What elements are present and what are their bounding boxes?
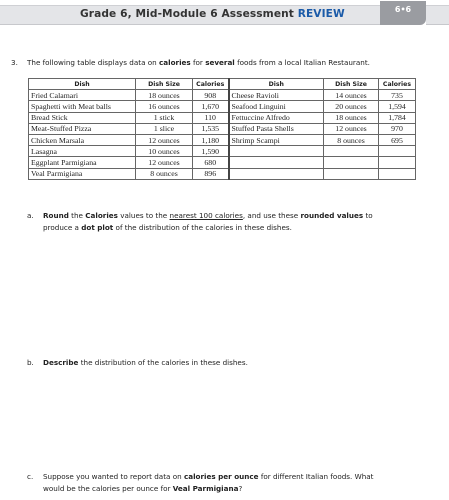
table-cell: Stuffed Pasta Shells bbox=[229, 123, 324, 134]
text: would be the calories per ounce for bbox=[43, 484, 171, 493]
table-cell: Bread Stick bbox=[29, 112, 136, 123]
part-c-letter: c. bbox=[27, 472, 34, 481]
text: ? bbox=[238, 484, 243, 493]
table-cell bbox=[379, 157, 416, 168]
table-cell: 1,180 bbox=[193, 134, 229, 145]
header-review-label: REVIEW bbox=[297, 8, 345, 20]
table-cell: 1,784 bbox=[379, 112, 416, 123]
table-cell: 20 ounces bbox=[324, 101, 379, 112]
part-b bbox=[27, 357, 437, 371]
table-cell: 12 ounces bbox=[136, 157, 193, 168]
emphasis: Round bbox=[43, 211, 69, 220]
text: values to the bbox=[120, 211, 168, 220]
table-cell: 908 bbox=[193, 90, 229, 101]
table-cell: 970 bbox=[379, 123, 416, 134]
part-b-text bbox=[43, 357, 248, 369]
page-header bbox=[0, 0, 449, 27]
table-cell: 8 ounces bbox=[136, 168, 193, 179]
table-row bbox=[29, 134, 416, 145]
grade-badge: 6•6 bbox=[380, 1, 426, 25]
column-header-dish-size: Dish Size bbox=[136, 79, 193, 90]
table-cell: Shrimp Scampi bbox=[229, 134, 324, 145]
column-header-calories: Calories bbox=[193, 79, 229, 90]
table-cell: 10 ounces bbox=[136, 146, 193, 157]
table-cell: 18 ounces bbox=[136, 90, 193, 101]
emphasis: Veal Parmigiana bbox=[172, 484, 239, 493]
table-cell: 12 ounces bbox=[324, 123, 379, 134]
table-cell: 18 ounces bbox=[324, 112, 379, 123]
prompt-text: foods from a local Italian Restaurant. bbox=[237, 58, 370, 67]
table-cell: 1 slice bbox=[136, 123, 193, 134]
column-header-calories: Calories bbox=[379, 79, 416, 90]
table-row bbox=[29, 123, 416, 134]
emphasis: Describe bbox=[43, 358, 79, 367]
table-cell: 12 ounces bbox=[136, 134, 193, 145]
table-cell: Fettuccine Alfredo bbox=[229, 112, 324, 123]
prompt-text: for bbox=[193, 58, 203, 67]
text: , and use these bbox=[242, 211, 299, 220]
part-a-text bbox=[43, 210, 373, 234]
table-cell: 110 bbox=[193, 112, 229, 123]
table-cell: 14 ounces bbox=[324, 90, 379, 101]
text: of the distribution of the calories in these dishes. bbox=[115, 223, 292, 232]
text: Suppose you wanted to report data on bbox=[43, 472, 182, 481]
emphasis: Calories bbox=[85, 211, 118, 220]
emphasis: rounded values bbox=[300, 211, 364, 220]
emphasis: dot plot bbox=[81, 223, 114, 232]
table-row bbox=[29, 101, 416, 112]
table-cell: Seafood Linguini bbox=[229, 101, 324, 112]
table-header-row bbox=[29, 79, 416, 90]
table-cell: Cheese Ravioli bbox=[229, 90, 324, 101]
header-bar-edge bbox=[426, 5, 449, 25]
table-cell: 1 stick bbox=[136, 112, 193, 123]
table-cell: 1,535 bbox=[193, 123, 229, 134]
table-cell: 1,670 bbox=[193, 101, 229, 112]
table-cell: Lasagna bbox=[29, 146, 136, 157]
emphasis: calories per ounce bbox=[183, 472, 259, 481]
text: to bbox=[365, 211, 373, 220]
part-a bbox=[27, 210, 437, 236]
table-cell: 680 bbox=[193, 157, 229, 168]
column-header-dish: Dish bbox=[229, 79, 324, 90]
table-cell: 735 bbox=[379, 90, 416, 101]
table-cell bbox=[229, 157, 324, 168]
table-cell bbox=[324, 168, 379, 179]
table-cell bbox=[229, 168, 324, 179]
underlined-text: nearest 100 calories bbox=[169, 211, 243, 220]
table-cell: 896 bbox=[193, 168, 229, 179]
prompt-emphasis: several bbox=[205, 58, 235, 67]
table-cell: 16 ounces bbox=[136, 101, 193, 112]
header-title-text: Grade 6, Mid-Module 6 Assessment bbox=[80, 8, 294, 20]
part-a-letter: a. bbox=[27, 211, 34, 220]
table-cell: Chicken Marsala bbox=[29, 134, 136, 145]
table-cell bbox=[324, 157, 379, 168]
part-c-text bbox=[43, 471, 373, 495]
text: the bbox=[71, 211, 83, 220]
text: for different Italian foods. What bbox=[260, 472, 374, 481]
table-cell: Eggplant Parmigiana bbox=[29, 157, 136, 168]
table-cell bbox=[379, 168, 416, 179]
table-row bbox=[29, 146, 416, 157]
table-cell: Fried Calamari bbox=[29, 90, 136, 101]
part-c bbox=[27, 471, 437, 497]
prompt-text: The following table displays data on bbox=[27, 58, 157, 67]
table-cell bbox=[324, 146, 379, 157]
table-row bbox=[29, 90, 416, 101]
table-cell: 8 ounces bbox=[324, 134, 379, 145]
header-title bbox=[80, 8, 345, 20]
column-header-dish-size: Dish Size bbox=[324, 79, 379, 90]
table-cell: 1,594 bbox=[379, 101, 416, 112]
question-prompt bbox=[27, 58, 370, 67]
table-row bbox=[29, 157, 416, 168]
table-cell: 695 bbox=[379, 134, 416, 145]
table-cell: 1,590 bbox=[193, 146, 229, 157]
prompt-emphasis: calories bbox=[159, 58, 191, 67]
table-cell bbox=[379, 146, 416, 157]
table-cell: Veal Parmigiana bbox=[29, 168, 136, 179]
column-header-dish: Dish bbox=[29, 79, 136, 90]
calories-table bbox=[28, 78, 416, 180]
text: produce a bbox=[43, 223, 79, 232]
table-cell: Meat-Stuffed Pizza bbox=[29, 123, 136, 134]
table-cell: Spaghetti with Meat balls bbox=[29, 101, 136, 112]
table-row bbox=[29, 112, 416, 123]
table-row bbox=[29, 168, 416, 179]
text: the distribution of the calories in these dishes. bbox=[80, 358, 248, 367]
question-number: 3. bbox=[11, 58, 18, 67]
part-b-letter: b. bbox=[27, 358, 34, 367]
table-cell bbox=[229, 146, 324, 157]
